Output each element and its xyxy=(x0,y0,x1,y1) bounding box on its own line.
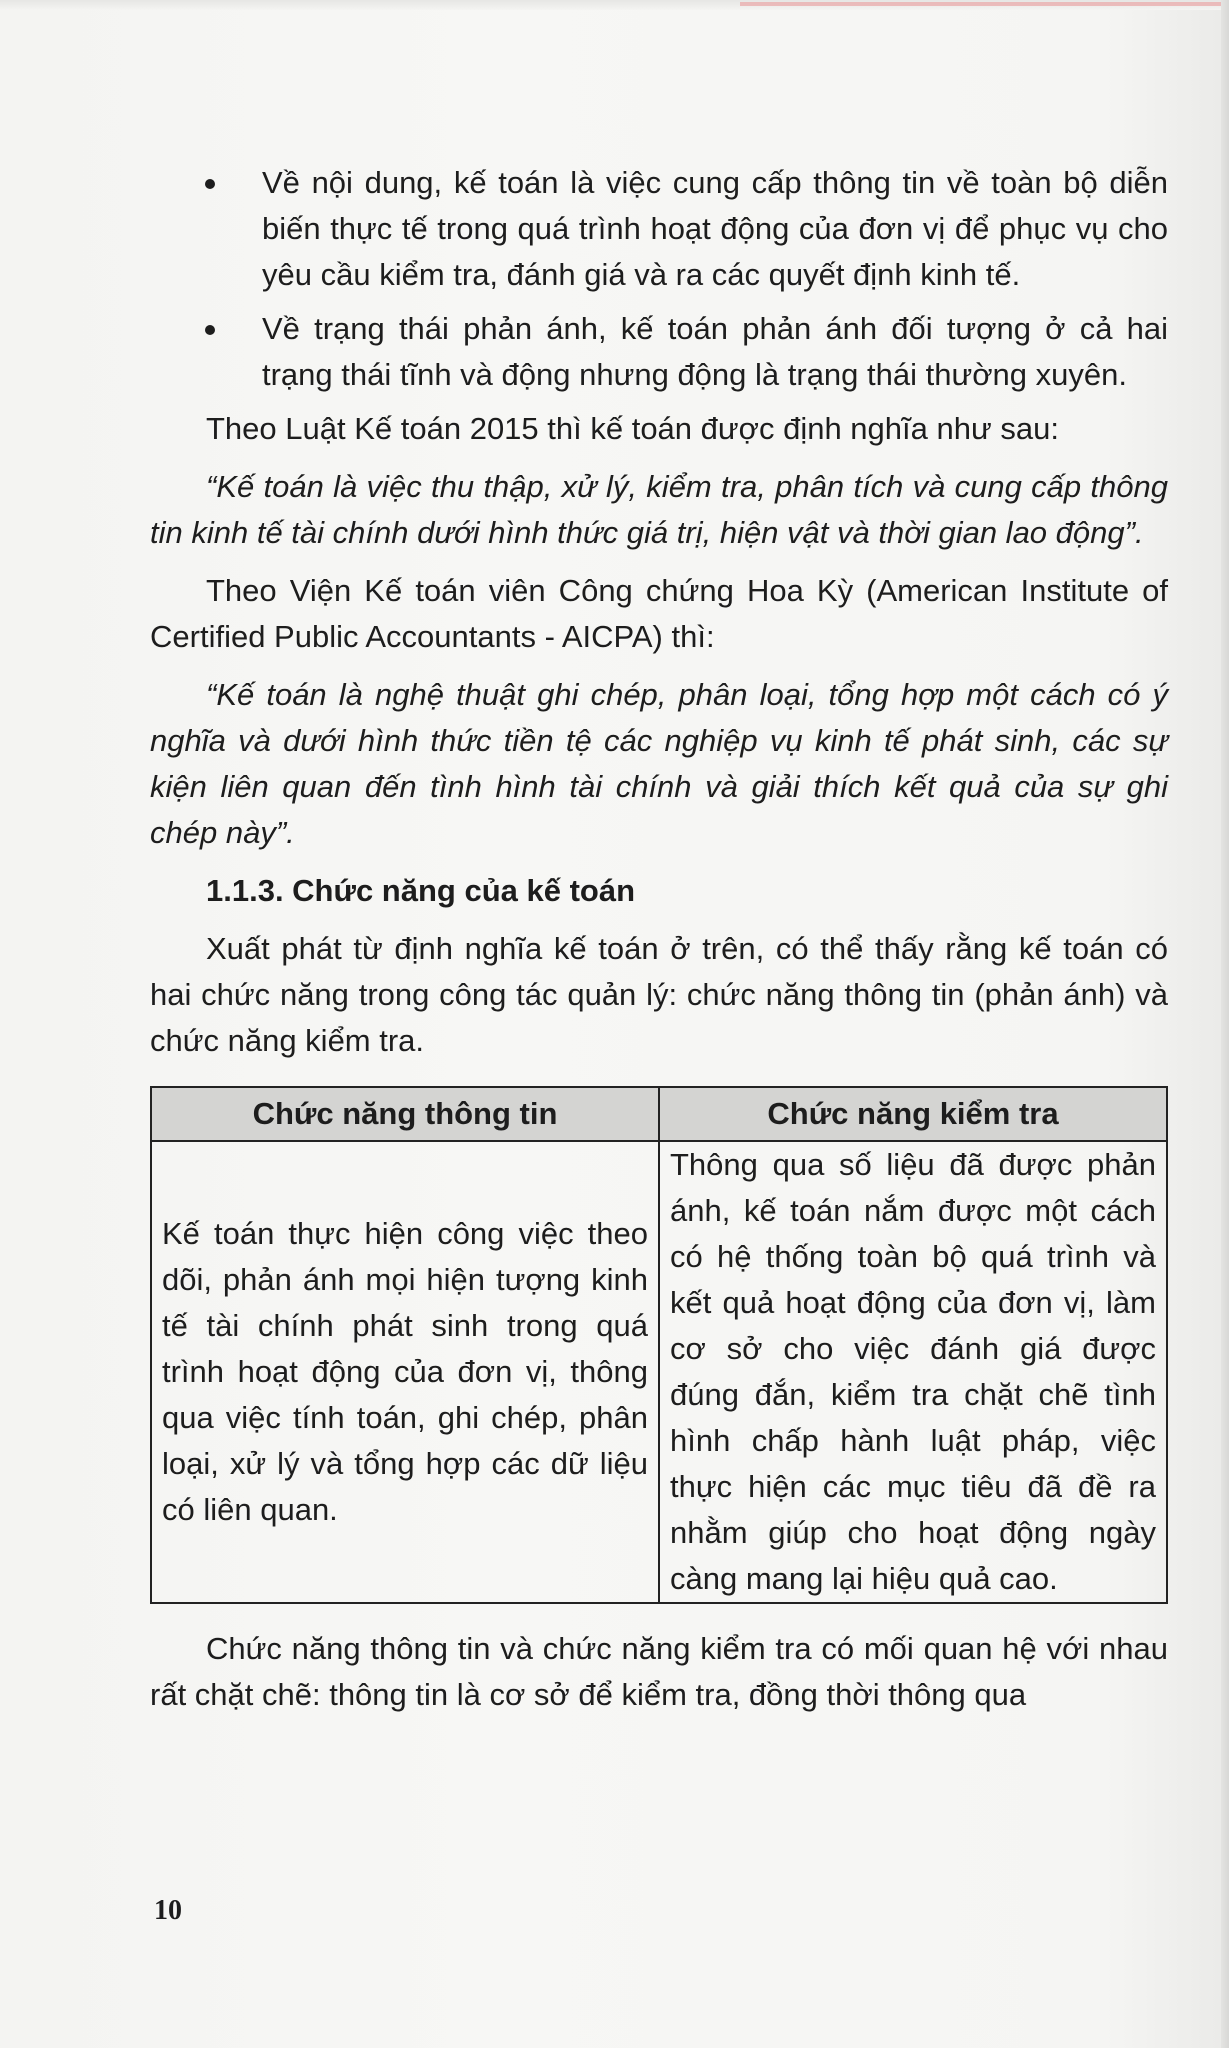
law-definition-quote: “Kế toán là việc thu thập, xử lý, kiểm tra, phân tích và cung cấp thông tin kinh tế tài chính dưới hình thức giá trị, hiện vật và thời gian lao động”. xyxy=(150,469,1168,550)
page-top-red-mark xyxy=(740,2,1229,6)
aicpa-definition-quote: “Kế toán là nghệ thuật ghi chép, phân loại, tổng hợp một cách có ý nghĩa và dưới hình thức tiền tệ các nghiệp vụ kinh tế phát sinh, các sự kiện liên quan đến tình hình tài chính và giải thích kết quả của sự ghi chép này”. xyxy=(150,677,1168,850)
bullet-item xyxy=(150,306,1168,398)
table-header-inspection: Chức năng kiểm tra xyxy=(659,1087,1167,1141)
bullet-item xyxy=(150,160,1168,298)
table-header-information: Chức năng thông tin xyxy=(151,1087,659,1141)
page-number: 10 xyxy=(154,1895,182,1926)
table-cell-information: Kế toán thực hiện công việc theo dõi, phản ánh mọi hiện tượng kinh tế tài chính phát sinh trong quá trình hoạt động của đơn vị, thông qua việc tính toán, ghi chép, phân loại, xử lý và tổng hợp các dữ liệu có liên quan. xyxy=(151,1141,659,1603)
table-row xyxy=(151,1141,1167,1603)
page-right-edge xyxy=(1221,0,1229,2048)
bullet-dot-icon xyxy=(205,179,215,189)
closing-paragraph: Chức năng thông tin và chức năng kiểm tra có mối quan hệ với nhau rất chặt chẽ: thông tin là cơ sở để kiểm tra, đồng thời thông qua xyxy=(150,1631,1168,1712)
bullet-dot-icon xyxy=(205,325,215,335)
table-header-row xyxy=(151,1087,1167,1141)
functions-table xyxy=(150,1086,1168,1604)
bullet-text: Về trạng thái phản ánh, kế toán phản ánh đối tượng ở cả hai trạng thái tĩnh và động nhưng động là trạng thái thường xuyên. xyxy=(262,311,1168,392)
table-cell-inspection: Thông qua số liệu đã được phản ánh, kế toán nắm được một cách có hệ thống toàn bộ quá trình và kết quả hoạt động của đơn vị, làm cơ sở cho việc đánh giá được đúng đắn, kiểm tra chặt chẽ tình hình chấp hành luật pháp, việc thực hiện các mục tiêu đã đề ra nhằm giúp cho hoạt động ngày càng mang lại hiệu quả cao. xyxy=(659,1141,1167,1603)
law-intro-paragraph: Theo Luật Kế toán 2015 thì kế toán được định nghĩa như sau: xyxy=(206,411,1059,446)
section-intro-paragraph: Xuất phát từ định nghĩa kế toán ở trên, có thể thấy rằng kế toán có hai chức năng trong công tác quản lý: chức năng thông tin (phản ánh) và chức năng kiểm tra. xyxy=(150,931,1168,1058)
aicpa-intro-paragraph: Theo Viện Kế toán viên Công chứng Hoa Kỳ (American Institute of Certified Public Accountants - AICPA) thì: xyxy=(150,573,1168,654)
section-heading: 1.1.3. Chức năng của kế toán xyxy=(206,873,636,908)
page-content xyxy=(150,160,1168,1730)
bullet-text: Về nội dung, kế toán là việc cung cấp thông tin về toàn bộ diễn biến thực tế trong quá trình hoạt động của đơn vị để phục vụ cho yêu cầu kiểm tra, đánh giá và ra các quyết định kinh tế. xyxy=(262,165,1168,292)
